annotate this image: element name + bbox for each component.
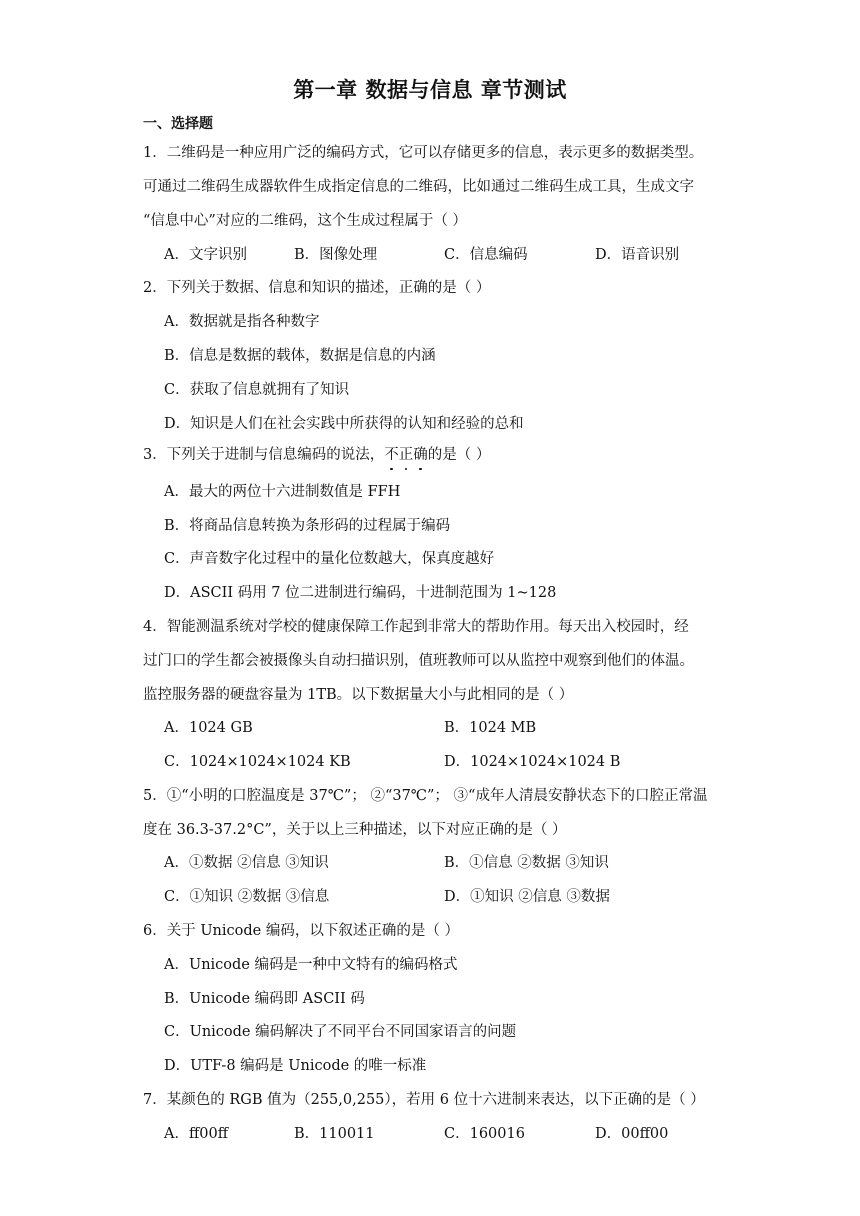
emphasis-char: 正 (399, 443, 414, 464)
question-5-option-c: C．①知识 ②数据 ③信息 (164, 889, 330, 905)
question-3-stem (143, 443, 490, 464)
question-6-option-c: C．Unicode 编码解决了不同平台不同国家语言的问题 (164, 1024, 517, 1040)
emphasis-char: 不 (384, 443, 399, 464)
question-3-stem-suffix: 的是（ ） (427, 447, 491, 463)
question-6-option-d: D．UTF-8 编码是 Unicode 的唯一标准 (164, 1058, 427, 1074)
question-1-option-d: D．语音识别 (595, 247, 680, 263)
question-7-option-a: A．ff00ff (164, 1126, 229, 1142)
question-4-option-b: B．1024 MB (444, 720, 537, 736)
question-4-line-1: 4．智能测温系统对学校的健康保障工作起到非常大的帮助作用。每天出入校园时，经 (143, 619, 689, 635)
question-5-line-1: 5．①“小明的口腔温度是 37℃”； ②“37℃”； ③“成年人清晨安静状态下的口腔正常温 (143, 788, 708, 804)
question-7-option-c: C．160016 (444, 1126, 525, 1142)
question-3-option-d: D．ASCII 码用 7 位二进制进行编码，十进制范围为 1~128 (164, 585, 557, 601)
question-1-option-c: C．信息编码 (444, 247, 528, 263)
section-heading: 一、选择题 (143, 116, 213, 132)
question-4-option-d: D．1024×1024×1024 B (444, 754, 621, 770)
question-2-option-d: D．知识是人们在社会实践中所获得的认知和经验的总和 (164, 416, 524, 432)
emphasis-char: 确 (413, 443, 428, 464)
question-6-option-b: B．Unicode 编码即 ASCII 码 (164, 991, 365, 1007)
question-3-option-c: C．声音数字化过程中的量化位数越大，保真度越好 (164, 551, 495, 567)
question-5-option-a: A．①数据 ②信息 ③知识 (164, 855, 329, 871)
question-5-option-b: B．①信息 ②数据 ③知识 (444, 855, 609, 871)
question-3-option-a: A．最大的两位十六进制数值是 FFH (164, 484, 401, 500)
question-7-option-d: D．00ff00 (595, 1126, 669, 1142)
document-title: 第一章 数据与信息 章节测试 (293, 78, 567, 102)
question-2-option-c: C．获取了信息就拥有了知识 (164, 382, 350, 398)
question-6-stem: 6．关于 Unicode 编码，以下叙述正确的是（ ） (143, 923, 459, 939)
question-1-option-b: B．图像处理 (294, 247, 378, 263)
question-1-line-3: “信息中心”对应的二维码，这个生成过程属于（ ） (143, 213, 467, 229)
question-7-option-b: B．110011 (294, 1126, 375, 1142)
question-2-stem: 2．下列关于数据、信息和知识的描述，正确的是（ ） (143, 280, 491, 296)
question-7-stem: 7．某颜色的 RGB 值为（255,0,255），若用 6 位十六进制来表达，以下正确的是（ ） (143, 1092, 705, 1108)
question-4-line-3: 监控服务器的硬盘容量为 1TB。以下数据量大小与此相同的是（ ） (143, 687, 574, 703)
question-2-option-a: A．数据就是指各种数字 (164, 314, 320, 330)
question-1-option-a: A．文字识别 (164, 247, 247, 263)
question-3-stem-prefix: 3．下列关于进制与信息编码的说法， (143, 447, 385, 463)
question-1-line-2: 可通过二维码生成器软件生成指定信息的二维码，比如通过二维码生成工具，生成文字 (143, 179, 694, 195)
question-4-option-a: A．1024 GB (164, 720, 253, 736)
question-5-option-d: D．①知识 ②信息 ③数据 (444, 889, 610, 905)
question-5-line-2: 度在 36.3-37.2°C”，关于以上三种描述，以下对应正确的是（ ） (143, 822, 567, 838)
question-3-option-b: B．将商品信息转换为条形码的过程属于编码 (164, 518, 451, 534)
question-6-option-a: A．Unicode 编码是一种中文特有的编码格式 (164, 957, 458, 973)
question-1-line-1: 1．二维码是一种应用广泛的编码方式，它可以存储更多的信息，表示更多的数据类型。 (143, 145, 704, 161)
question-4-line-2: 过门口的学生都会被摄像头自动扫描识别，值班教师可以从监控中观察到他们的体温。 (143, 653, 694, 669)
question-4-option-c: C．1024×1024×1024 KB (164, 754, 351, 770)
question-2-option-b: B．信息是数据的载体，数据是信息的内涵 (164, 348, 436, 364)
